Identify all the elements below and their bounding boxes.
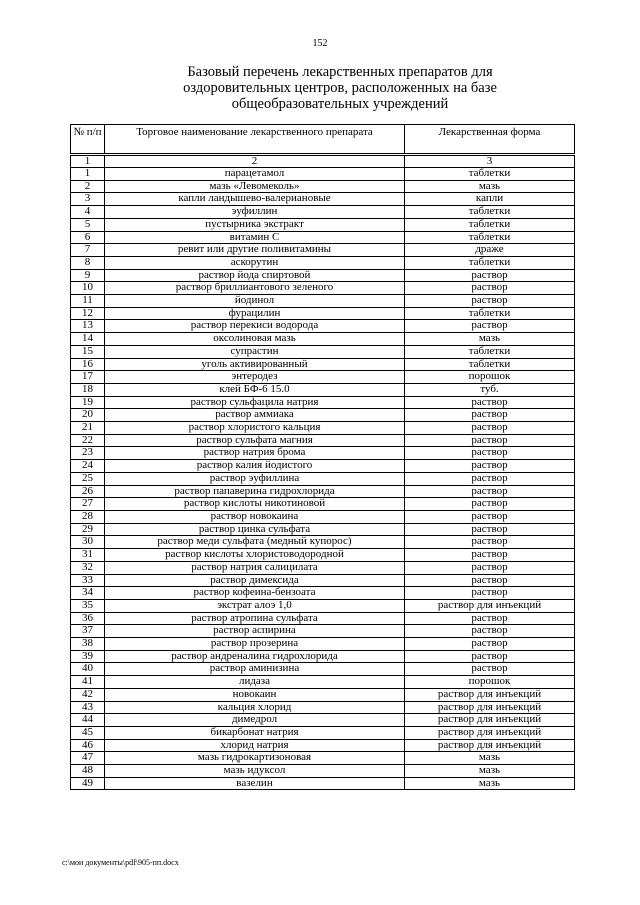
drug-name-cell: энтеродез [105,371,405,384]
table-row [71,460,575,473]
row-number-cell: 38 [71,638,105,651]
dosage-form-cell: мазь [405,777,575,790]
row-number-cell: 4 [71,206,105,219]
column-index-cell: 3 [405,155,575,168]
table-row [71,752,575,765]
drug-name-cell: аскорутин [105,256,405,269]
table-row [71,244,575,257]
table-row [71,549,575,562]
table-row [71,561,575,574]
table-row [71,625,575,638]
dosage-form-cell: драже [405,244,575,257]
dosage-form-cell: таблетки [405,206,575,219]
row-number-cell: 41 [71,676,105,689]
table-row [71,180,575,193]
dosage-form-cell: порошок [405,371,575,384]
table-row [71,765,575,778]
drug-name-cell: раствор аминизина [105,663,405,676]
table-row [71,396,575,409]
table-header-row [71,125,575,155]
dosage-form-cell: раствор [405,460,575,473]
table-row [71,599,575,612]
drug-name-cell: раствор цинка сульфата [105,523,405,536]
dosage-form-cell: раствор [405,612,575,625]
dosage-form-cell: раствор [405,510,575,523]
dosage-form-cell: раствор [405,549,575,562]
dosage-form-cell: мазь [405,752,575,765]
dosage-form-cell: раствор [405,282,575,295]
row-number-cell: 29 [71,523,105,536]
dosage-form-cell: раствор [405,625,575,638]
drug-name-cell: уголь активированный [105,358,405,371]
row-number-cell: 35 [71,599,105,612]
row-number-cell: 7 [71,244,105,257]
dosage-form-cell: раствор [405,536,575,549]
drug-name-cell: раствор кофеина-бензоата [105,587,405,600]
document-title [120,64,560,112]
row-number-cell: 48 [71,765,105,778]
table-row [71,523,575,536]
table-row [71,206,575,219]
row-number-cell: 3 [71,193,105,206]
table-row [71,638,575,651]
row-number-cell: 11 [71,295,105,308]
footer-file-path: c:\мои документы\pdf\905-пп.docx [62,858,179,867]
table-row [71,269,575,282]
table-row [71,307,575,320]
table-row [71,777,575,790]
drug-name-cell: мазь идуксол [105,765,405,778]
row-number-cell: 36 [71,612,105,625]
title-line-1: Базовый перечень лекарственных препаратов для [187,64,493,80]
dosage-form-cell: мазь [405,180,575,193]
dosage-form-cell: раствор [405,498,575,511]
table-row [71,587,575,600]
dosage-form-cell: таблетки [405,168,575,181]
table-row [71,409,575,422]
table-row [71,295,575,308]
drug-name-cell: раствор аспирина [105,625,405,638]
drug-name-cell: раствор новокаина [105,510,405,523]
drug-name-cell: раствор натрия салицилата [105,561,405,574]
row-number-cell: 34 [71,587,105,600]
drug-name-cell: раствор сульфацила натрия [105,396,405,409]
dosage-form-cell: порошок [405,676,575,689]
table-row [71,422,575,435]
drug-name-cell: раствор меди сульфата (медный купорос) [105,536,405,549]
row-number-cell: 39 [71,650,105,663]
table-row [71,320,575,333]
row-number-cell: 22 [71,434,105,447]
table-row [71,485,575,498]
drug-name-cell: раствор калия йодистого [105,460,405,473]
row-number-cell: 8 [71,256,105,269]
row-number-cell: 46 [71,739,105,752]
drug-name-cell: раствор натрия брома [105,447,405,460]
drug-name-cell: кальция хлорид [105,701,405,714]
table-row [71,663,575,676]
row-number-cell: 21 [71,422,105,435]
dosage-form-cell: раствор [405,434,575,447]
drug-name-cell: раствор кислоты хлористоводородной [105,549,405,562]
row-number-cell: 10 [71,282,105,295]
drug-name-cell: раствор бриллиантового зеленого [105,282,405,295]
dosage-form-cell: таблетки [405,358,575,371]
table-row [71,447,575,460]
row-number-cell: 12 [71,307,105,320]
row-number-cell: 45 [71,726,105,739]
dosage-form-cell: раствор [405,269,575,282]
table-row [71,701,575,714]
table-row [71,434,575,447]
row-number-cell: 27 [71,498,105,511]
drug-name-cell: раствор прозерина [105,638,405,651]
row-number-cell: 17 [71,371,105,384]
dosage-form-cell: раствор для инъекций [405,726,575,739]
row-number-cell: 14 [71,333,105,346]
table-row [71,371,575,384]
table-row [71,498,575,511]
drug-name-cell: капли ландышево-валериановые [105,193,405,206]
drug-name-cell: экстрат алоэ 1,0 [105,599,405,612]
drug-name-cell: витамин С [105,231,405,244]
column-index-row [71,155,575,168]
row-number-cell: 26 [71,485,105,498]
drug-name-cell: раствор андреналина гидрохлорида [105,650,405,663]
dosage-form-cell: раствор для инъекций [405,701,575,714]
dosage-form-cell: раствор для инъекций [405,714,575,727]
drug-name-cell: раствор перекиси водорода [105,320,405,333]
drug-name-cell: вазелин [105,777,405,790]
table-row [71,650,575,663]
dosage-form-cell: таблетки [405,256,575,269]
dosage-form-cell: раствор [405,650,575,663]
drug-name-cell: эуфиллин [105,206,405,219]
row-number-cell: 24 [71,460,105,473]
table-row [71,256,575,269]
drug-list-table [70,124,575,790]
table-body [71,168,575,790]
drug-name-cell: раствор кислоты никотиновой [105,498,405,511]
dosage-form-cell: раствор [405,587,575,600]
dosage-form-cell: мазь [405,765,575,778]
dosage-form-cell: раствор [405,447,575,460]
row-number-cell: 9 [71,269,105,282]
row-number-cell: 16 [71,358,105,371]
dosage-form-cell: раствор [405,295,575,308]
header-trade-name: Торговое наименование лекарственного препарата [105,125,405,155]
table-row [71,193,575,206]
row-number-cell: 28 [71,510,105,523]
drug-name-cell: раствор димексида [105,574,405,587]
row-number-cell: 23 [71,447,105,460]
dosage-form-cell: таблетки [405,218,575,231]
row-number-cell: 42 [71,688,105,701]
table-row [71,726,575,739]
drug-name-cell: супрастин [105,345,405,358]
column-index-cell: 1 [71,155,105,168]
row-number-cell: 2 [71,180,105,193]
header-number: № п/п [71,125,105,155]
row-number-cell: 19 [71,396,105,409]
row-number-cell: 40 [71,663,105,676]
drug-name-cell: новокаин [105,688,405,701]
dosage-form-cell: таблетки [405,231,575,244]
row-number-cell: 37 [71,625,105,638]
drug-name-cell: раствор аммиака [105,409,405,422]
row-number-cell: 13 [71,320,105,333]
drug-name-cell: хлорид натрия [105,739,405,752]
table-row [71,231,575,244]
row-number-cell: 49 [71,777,105,790]
row-number-cell: 33 [71,574,105,587]
header-dosage-form: Лекарственная форма [405,125,575,155]
drug-name-cell: раствор атропина сульфата [105,612,405,625]
drug-name-cell: раствор эуфиллина [105,472,405,485]
dosage-form-cell: раствор [405,396,575,409]
drug-name-cell: мазь «Левомеколь» [105,180,405,193]
table-row [71,739,575,752]
row-number-cell: 1 [71,168,105,181]
drug-name-cell: оксолиновая мазь [105,333,405,346]
table-row [71,676,575,689]
drug-name-cell: лидаза [105,676,405,689]
table-row [71,218,575,231]
drug-name-cell: димедрол [105,714,405,727]
dosage-form-cell: раствор [405,409,575,422]
dosage-form-cell: раствор для инъекций [405,599,575,612]
drug-name-cell: мазь гидрокартизоновая [105,752,405,765]
drug-name-cell: раствор папаверина гидрохлорида [105,485,405,498]
drug-name-cell: ревит или другие поливитамины [105,244,405,257]
row-number-cell: 6 [71,231,105,244]
dosage-form-cell: капли [405,193,575,206]
table-row [71,333,575,346]
table-row [71,612,575,625]
dosage-form-cell: раствор [405,472,575,485]
row-number-cell: 25 [71,472,105,485]
dosage-form-cell: раствор [405,485,575,498]
drug-name-cell: фурацилин [105,307,405,320]
dosage-form-cell: раствор [405,422,575,435]
row-number-cell: 18 [71,383,105,396]
page-number: 152 [312,38,328,49]
row-number-cell: 43 [71,701,105,714]
dosage-form-cell: мазь [405,333,575,346]
table-row [71,168,575,181]
dosage-form-cell: раствор [405,574,575,587]
drug-name-cell: раствор сульфата магния [105,434,405,447]
row-number-cell: 31 [71,549,105,562]
drug-name-cell: бикарбонат натрия [105,726,405,739]
row-number-cell: 32 [71,561,105,574]
table-row [71,345,575,358]
drug-name-cell: пустырника экстракт [105,218,405,231]
drug-name-cell: раствор хлористого кальция [105,422,405,435]
row-number-cell: 15 [71,345,105,358]
row-number-cell: 44 [71,714,105,727]
row-number-cell: 30 [71,536,105,549]
dosage-form-cell: раствор [405,320,575,333]
column-index-cell: 2 [105,155,405,168]
row-number-cell: 20 [71,409,105,422]
dosage-form-cell: туб. [405,383,575,396]
table-row [71,383,575,396]
dosage-form-cell: раствор для инъекций [405,688,575,701]
drug-name-cell: клей БФ-6 15.0 [105,383,405,396]
table-row [71,688,575,701]
title-line-2: оздоровительных центров, расположенных на базе [183,80,497,96]
dosage-form-cell: раствор для инъекций [405,739,575,752]
table-row [71,574,575,587]
table-row [71,510,575,523]
title-line-3: общеобразовательных учреждений [231,96,449,112]
dosage-form-cell: таблетки [405,345,575,358]
dosage-form-cell: раствор [405,561,575,574]
table-row [71,714,575,727]
drug-name-cell: парацетамол [105,168,405,181]
row-number-cell: 5 [71,218,105,231]
drug-name-cell: йодинол [105,295,405,308]
table-row [71,472,575,485]
table-row [71,282,575,295]
dosage-form-cell: таблетки [405,307,575,320]
row-number-cell: 47 [71,752,105,765]
table-row [71,536,575,549]
dosage-form-cell: раствор [405,523,575,536]
dosage-form-cell: раствор [405,663,575,676]
dosage-form-cell: раствор [405,638,575,651]
drug-name-cell: раствор йода спиртовой [105,269,405,282]
table-row [71,358,575,371]
